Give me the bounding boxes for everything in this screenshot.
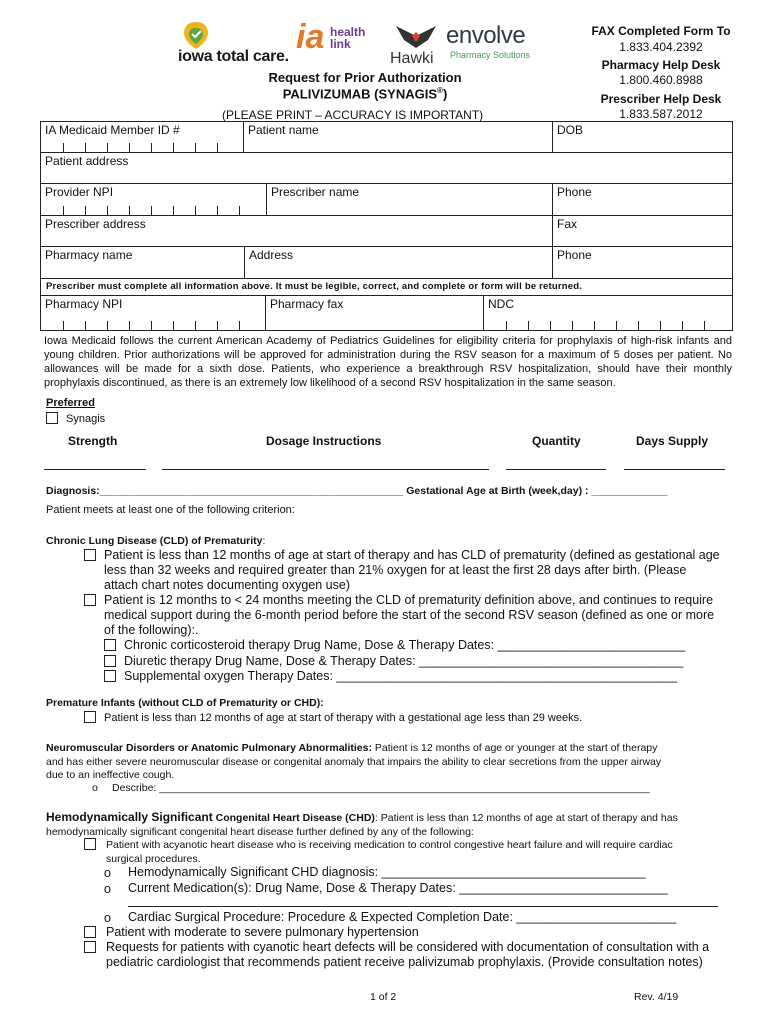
patient-info-form bbox=[40, 121, 733, 331]
chd-section: Hemodynamically Significant Congenital Heart Disease (CHD): Patient is less than 12 months of age at start of therapy and has hemodynamically significant congenital heart disease further defined by any of the following: bbox=[46, 810, 678, 838]
chd-bullet-2: o bbox=[104, 882, 111, 896]
fax-field[interactable]: Fax bbox=[553, 216, 733, 247]
envolve-logo: envolve Pharmacy Solutions bbox=[446, 22, 531, 60]
criterion-intro: Patient meets at least one of the following criterion: bbox=[46, 504, 295, 516]
fax-number: 1.833.404.2392 bbox=[619, 40, 703, 54]
revision: Rev. 4/19 bbox=[634, 991, 679, 1003]
prescriber-help-number: 1.833.587.2012 bbox=[619, 107, 703, 121]
cld-option2-text: Patient is 12 months to < 24 months meeting the CLD of prematurity definition above, and continues to require medical support during the 6-month period before the start of the second RSV season (defined as one or more of the following):. bbox=[104, 593, 715, 637]
prescriber-help-label: Prescriber Help Desk bbox=[600, 92, 722, 106]
form-subtitle: PALIVIZUMAB (SYNAGIS®) bbox=[282, 86, 448, 102]
describe-bullet: o bbox=[92, 782, 98, 794]
intro-paragraph: Iowa Medicaid follows the current American Academy of Pediatrics Guidelines for eligibility criteria for prophylaxis of high-risk infants and young children. Prior authorizations will be approved for administration during the RSV season for a maximum of 5 doses per patient. No allowances will be made for a sixth dose. Patients, who experience a breakthrough RSV hospitalization, should have their monthly prophylaxis discontinued, as there is an extremely low likelihood of a second RSV hospitalization in the same season. bbox=[44, 335, 732, 389]
pharmacy-phone-field[interactable]: Phone bbox=[553, 247, 733, 279]
dosage-line[interactable] bbox=[162, 469, 489, 470]
cld-option1-text: Patient is less than 12 months of age at start of therapy and has CLD of prematurity (defined as gestational age less than 32 weeks and required greater than 21% oxygen for at least the first 28 days after birth. (Please attach chart notes documenting oxygen use) bbox=[104, 548, 720, 592]
quantity-header: Quantity bbox=[532, 434, 581, 448]
cyanotic-checkbox[interactable] bbox=[84, 941, 96, 953]
form-title: Request for Prior Authorization bbox=[268, 70, 462, 85]
completion-warning: Prescriber must complete all information above. It must be legible, correct, and complete or form will be returned. bbox=[46, 281, 583, 292]
cld-heading: Chronic Lung Disease (CLD) of Prematurity: bbox=[46, 535, 266, 547]
iowa-total-care-logo bbox=[178, 20, 289, 66]
diuretic-text: Diuretic therapy Drug Name, Dose & Therapy Dates: ______________________________________ bbox=[124, 654, 684, 668]
premature-text: Patient is less than 12 months of age at start of therapy with a gestational age less than 29 weeks. bbox=[104, 712, 583, 724]
oxygen-text: Supplemental oxygen Therapy Dates: _________________________________________________ bbox=[124, 669, 678, 683]
iowa-total-care-wordmark: iowa total care. bbox=[178, 48, 289, 65]
chd-diagnosis-line[interactable]: Hemodynamically Significant CHD diagnosis: ______________________________________ bbox=[128, 865, 646, 879]
cld-option1-checkbox[interactable] bbox=[84, 549, 96, 561]
pharmacy-name-field[interactable]: Pharmacy name bbox=[41, 247, 245, 279]
synagis-checkbox[interactable] bbox=[46, 412, 58, 424]
dosage-header: Dosage Instructions bbox=[266, 434, 382, 448]
provider-npi-field[interactable]: Provider NPI bbox=[41, 184, 267, 216]
corticosteroid-checkbox[interactable] bbox=[104, 639, 116, 651]
diuretic-checkbox[interactable] bbox=[104, 655, 116, 667]
member-id-field[interactable]: IA Medicaid Member ID # bbox=[41, 122, 244, 153]
chd-bullet-1: o bbox=[104, 866, 111, 880]
patient-address-field[interactable]: Patient address bbox=[41, 153, 733, 184]
page-number: 1 of 2 bbox=[370, 991, 397, 1003]
hawki-logo: Hawki bbox=[388, 22, 444, 66]
pharmacy-address-field[interactable]: Address bbox=[245, 247, 553, 279]
neuro-heading: Neuromuscular Disorders or Anatomic Pulmonary Abnormalities: bbox=[46, 742, 372, 754]
cld-option2-checkbox[interactable] bbox=[84, 594, 96, 606]
pharmacy-npi-field[interactable]: Pharmacy NPI bbox=[41, 296, 266, 331]
chd-surgical-line[interactable]: Cardiac Surgical Procedure: Procedure & Expected Completion Date: _______________________ bbox=[128, 910, 677, 924]
chd-option1-checkbox[interactable] bbox=[84, 838, 96, 850]
ndc-field[interactable]: NDC bbox=[484, 296, 733, 331]
pulmonary-hypertension-checkbox[interactable] bbox=[84, 926, 96, 938]
print-notice: (PLEASE PRINT – ACCURACY IS IMPORTANT) bbox=[222, 108, 484, 122]
hawk-icon bbox=[394, 22, 438, 50]
iowa-total-care-logo-icon bbox=[181, 20, 211, 50]
pharmacy-help-label: Pharmacy Help Desk bbox=[601, 58, 721, 72]
chd-medication-line[interactable]: Current Medication(s): Drug Name, Dose & Therapy Dates: ______________________________ bbox=[128, 881, 668, 895]
premature-heading: Premature Infants (without CLD of Prematurity or CHD): bbox=[46, 697, 324, 709]
strength-header: Strength bbox=[68, 434, 118, 448]
chd-bullet-3: o bbox=[104, 911, 111, 925]
dob-field[interactable]: DOB bbox=[553, 122, 733, 153]
phone-field[interactable]: Phone bbox=[553, 184, 733, 216]
pharmacy-help-number: 1.800.460.8988 bbox=[619, 73, 703, 87]
pharmacy-fax-field[interactable]: Pharmacy fax bbox=[266, 296, 484, 331]
patient-name-field[interactable]: Patient name bbox=[244, 122, 553, 153]
quantity-line[interactable] bbox=[506, 469, 606, 470]
premature-checkbox[interactable] bbox=[84, 711, 96, 723]
oxygen-checkbox[interactable] bbox=[104, 670, 116, 682]
chd-option1-text: Patient with acyanotic heart disease who is receiving medication to control congestive heart failure and will require cardiac surgical procedures. bbox=[106, 839, 673, 865]
days-supply-line[interactable] bbox=[624, 469, 725, 470]
describe-line[interactable]: Describe: ____________________________________________________________________________________ bbox=[112, 782, 650, 794]
diagnosis-line[interactable]: Diagnosis:____________________________________________________ Gestational Age at Birth (week,day) : _____________ bbox=[46, 485, 668, 497]
days-supply-header: Days Supply bbox=[636, 434, 709, 448]
pulmonary-hypertension-text: Patient with moderate to severe pulmonary hypertension bbox=[106, 925, 419, 939]
neuro-section: Neuromuscular Disorders or Anatomic Pulmonary Abnormalities: Patient is 12 months of age or younger at the start of therapy and has either severe neuromuscular disease or congenital anomaly that impairs the ability to clear secretions from the upper airway due to an ineffective cough. bbox=[46, 742, 662, 781]
prescriber-name-field[interactable]: Prescriber name bbox=[267, 184, 553, 216]
prescriber-address-field[interactable]: Prescriber address bbox=[41, 216, 553, 247]
chd-medication-extra-line[interactable] bbox=[128, 906, 718, 907]
synagis-label: Synagis bbox=[66, 413, 106, 425]
ia-health-link-logo: ia health link bbox=[296, 18, 366, 56]
cyanotic-text: Requests for patients with cyanotic heart defects will be considered with documentation of consultation with a pediatric cardiologist that recommends patient receive palivizumab prophylaxis. (Provide consultation notes) bbox=[106, 940, 710, 969]
fax-label: FAX Completed Form To bbox=[591, 24, 731, 38]
corticosteroid-text: Chronic corticosteroid therapy Drug Name, Dose & Therapy Dates: ___________________________ bbox=[124, 638, 686, 652]
preferred-heading: Preferred bbox=[46, 397, 95, 409]
strength-line[interactable] bbox=[44, 469, 146, 470]
